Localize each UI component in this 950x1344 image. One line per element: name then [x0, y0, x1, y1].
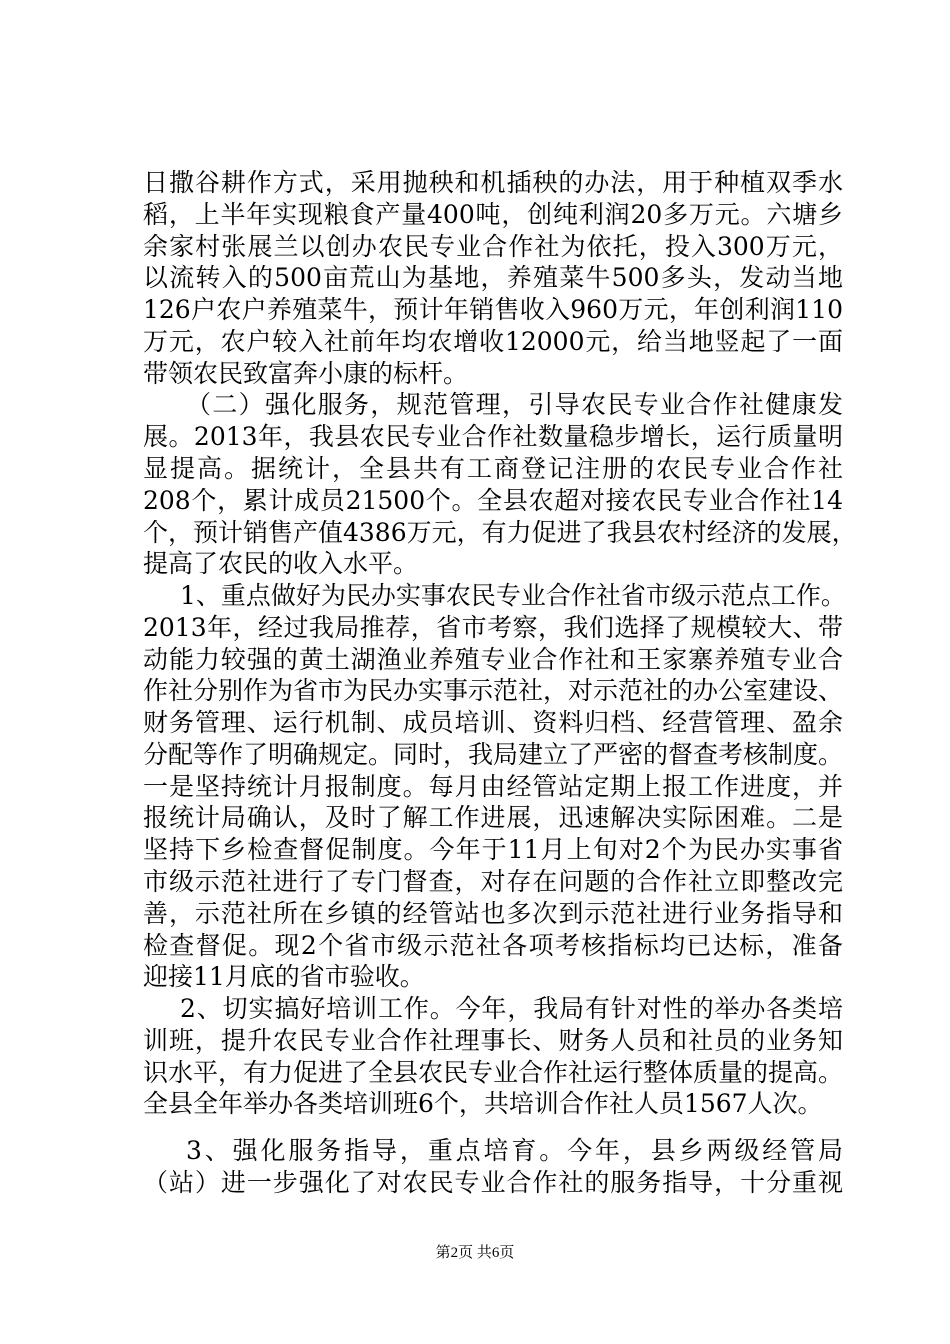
text-line: 分配等作了明确规定。同时，我局建立了严密的督查考核制度。: [143, 739, 844, 769]
paragraph-start: 1、重点做好为民办实事农民专业合作社省市级示范点工作。: [180, 581, 846, 611]
text-line: 稻，上半年实现粮食产量400吨，创纯利润20多万元。六塘乡: [143, 199, 843, 229]
text-line: 善，示范社所在乡镇的经管站也多次到示范社进行业务指导和: [143, 898, 843, 928]
text-line: 提高了农民的收入水平。: [143, 549, 419, 579]
text-line: 坚持下乡检查督促制度。今年于11月上旬对2个为民办实事省: [143, 835, 843, 865]
text-line: 展。2013年，我县农民专业合作社数量稳步增长，运行质量明: [143, 422, 843, 452]
text-line: 2013年，经过我局推荐，省市考察，我们选择了规模较大、带: [143, 612, 843, 642]
text-line: 报统计局确认，及时了解工作进展，迅速解决实际困难。二是: [143, 803, 843, 833]
section-heading: （二）强化服务，规范管理，引导农民专业合作社健康发: [186, 390, 843, 420]
text-line: 显提高。据统计，全县共有工商登记注册的农民专业合作社: [143, 453, 843, 483]
text-line: 个，预计销售产值4386万元，有力促进了我县农村经济的发展，: [143, 517, 857, 547]
text-line: 识水平，有力促进了全县农民专业合作社运行整体质量的提高。: [143, 1057, 844, 1087]
text-line: 带领农民致富奔小康的标杆。: [143, 358, 469, 388]
text-line: 全县全年举办各类培训班6个，共培训合作社人员1567人次。: [143, 1089, 823, 1119]
paragraph-start: 2、切实搞好培训工作。今年，我局有针对性的举办各类培: [180, 994, 843, 1024]
text-line: 以流转入的500亩荒山为基地，养殖菜牛500多头，发动当地: [143, 263, 843, 293]
text-line: 作社分别作为省市为民办实事示范社，对示范社的办公室建设、: [143, 676, 844, 706]
text-line: 训班，提升农民专业合作社理事长、财务人员和社员的业务知: [143, 1025, 843, 1055]
text-line: 余家村张展兰以创办农民专业合作社为依托，投入300万元，: [143, 231, 843, 261]
text-line: （站）进一步强化了对农民专业合作社的服务指导，十分重视: [143, 1168, 843, 1197]
text-line: 日撒谷耕作方式，采用抛秧和机插秧的办法，用于种植双季水: [143, 168, 843, 197]
text-line: 126户农户养殖菜牛，预计年销售收入960万元，年创利润110: [143, 295, 843, 325]
page-number-footer: 第2页 共6页: [435, 1245, 515, 1261]
text-line: 万元，农户较入社前年均农增收12000元，给当地竖起了一面: [143, 326, 843, 356]
text-line: 动能力较强的黄土湖渔业养殖专业合作社和王家寨养殖专业合: [143, 644, 843, 674]
text-line: 检查督促。现2个省市级示范社各项考核指标均已达标，准备: [143, 930, 843, 960]
text-line: 一是坚持统计月报制度。每月由经管站定期上报工作进度，并: [143, 771, 843, 801]
paragraph-start: 3、强化服务指导，重点培育。今年，县乡两级经管局: [186, 1136, 843, 1166]
text-line: 市级示范社进行了专门督查，对存在问题的合作社立即整改完: [143, 867, 843, 897]
text-line: 208个，累计成员21500个。全县农超对接农民专业合作社14: [143, 485, 843, 515]
text-line: 财务管理、运行机制、成员培训、资料归档、经营管理、盈余: [143, 708, 843, 738]
text-line: 迎接11月底的省市验收。: [143, 962, 425, 992]
